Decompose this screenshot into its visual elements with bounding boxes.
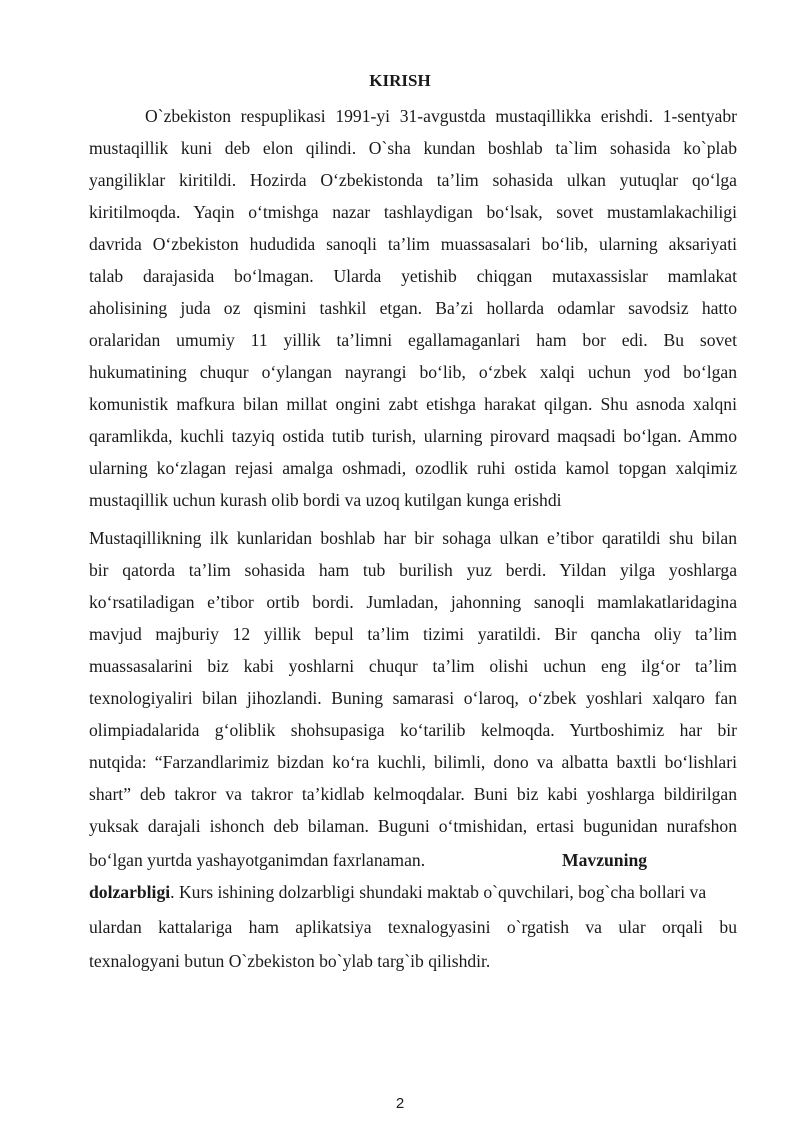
section-heading-part: dolzarbligi [89, 882, 171, 902]
paragraph-line: mavjud majburiy 12 yillik bepul ta’lim tizimi yaratildi. Bir qancha oliy ta’lim [89, 624, 737, 644]
paragraph-line: yangiliklar kiritildi. Hozirda O‘zbekistonda ta’lim sohasida ulkan yutuqlar qo‘lga [89, 170, 737, 190]
paragraph-line: mustaqillik kuni deb elon qilindi. O`sha kundan boshlab ta`lim sohasida ko`plab [89, 138, 737, 158]
paragraph-line: texnalogyani butun O`zbekiston bo`ylab targ`ib qilishdir. [89, 951, 491, 971]
paragraph-line-text: bo‘lgan yurtda yashayotganimdan faxrlanaman. [89, 850, 426, 870]
paragraph-line: hukumatining chuqur o‘ylangan nayrangi bo‘lib, o‘zbek xalqi uchun yod bo‘lgan [89, 362, 737, 382]
page-title: KIRISH [369, 71, 431, 90]
paragraph-line: Mustaqillikning ilk kunlaridan boshlab har bir sohaga ulkan e’tibor qaratildi shu bilan [89, 528, 737, 548]
paragraph-line: qaramlikda, kuchli tazyiq ostida tutib turish, ularning pirovard maqsadi bo‘lgan. Ammo [89, 426, 737, 446]
paragraph-line: davrida O‘zbekiston hududida sanoqli ta’lim muassasalari bo‘lib, ularning aksariyati [89, 234, 737, 254]
paragraph-line: muassasalarini biz kabi yoshlarni chuqur ta’lim olishi uchun eng ilg‘or ta’lim [89, 656, 737, 676]
section-heading-part: Mavzuning [562, 850, 648, 870]
paragraph-line: shart” deb takror va takror ta’kidlab kelmoqdalar. Buni biz kabi yoshlarga bildirilgan [89, 784, 737, 804]
paragraph-line-text: . Kurs ishining dolzarbligi shundaki maktab o`quvchilari, bog`cha bollari va [170, 882, 707, 902]
paragraph-line: ularning ko‘zlagan rejasi amalga oshmadi, ozodlik ruhi ostida kamol topgan xalqimiz [89, 458, 737, 478]
paragraph-line: bir qatorda ta’lim sohasida ham tub burilish yuz berdi. Yildan yilga yoshlarga [89, 560, 737, 580]
paragraph-line: oralaridan umumiy 11 yillik ta’limni egallamaganlari ham bor edi. Bu sovet [89, 330, 737, 350]
paragraph-line: kiritilmoqda. Yaqin o‘tmishga nazar tashlaydigan bo‘lsak, sovet mustamlakachiligi [89, 202, 737, 222]
paragraph-line: texnologiyaliri bilan jihozlandi. Buning samarasi o‘laroq, o‘zbek yoshlari xalqaro fan [89, 688, 737, 708]
paragraph-line: aholisining juda oz qismini tashkil etgan. Ba’zi hollarda odamlar savodsiz hatto [89, 298, 737, 318]
page-number: 2 [395, 1095, 405, 1112]
paragraph-line: ulardan kattalariga ham aplikatsiya texnalogyasini o`rgatish va ular orqali bu [89, 917, 737, 937]
paragraph-line: yuksak darajali ishonch deb bilaman. Buguni o‘tmishidan, ertasi bugunidan nurafshon [89, 816, 737, 836]
paragraph-line [89, 877, 737, 907]
paragraph-line: talab darajasida bo‘lmagan. Ularda yetishib chiqgan mutaxassislar mamlakat [89, 266, 737, 286]
paragraph-line: komunistik mafkura bilan millat ongini zabt etishga harakat qilgan. Shu asnoda xalqni [89, 394, 737, 414]
paragraph-line: mustaqillik uchun kurash olib bordi va uzoq kutilgan kunga erishdi [89, 490, 562, 510]
paragraph-line [89, 845, 737, 875]
paragraph-line: nutqida: “Farzandlarimiz bizdan ko‘ra kuchli, bilimli, dono va albatta baxtli bo‘lishlari [89, 752, 737, 772]
paragraph-line: ko‘rsatiladigan e’tibor ortib bordi. Jumladan, jahonning sanoqli mamlakatlaridagina [89, 592, 737, 612]
paragraph-line: O`zbekiston respuplikasi 1991-yi 31-avgustda mustaqillikka erishdi. 1-sentyabr [145, 106, 737, 126]
paragraph-line: olimpiadalarida g‘oliblik shohsupasiga ko‘tarilib kelmoqda. Yurtboshimiz har bir [89, 720, 737, 740]
